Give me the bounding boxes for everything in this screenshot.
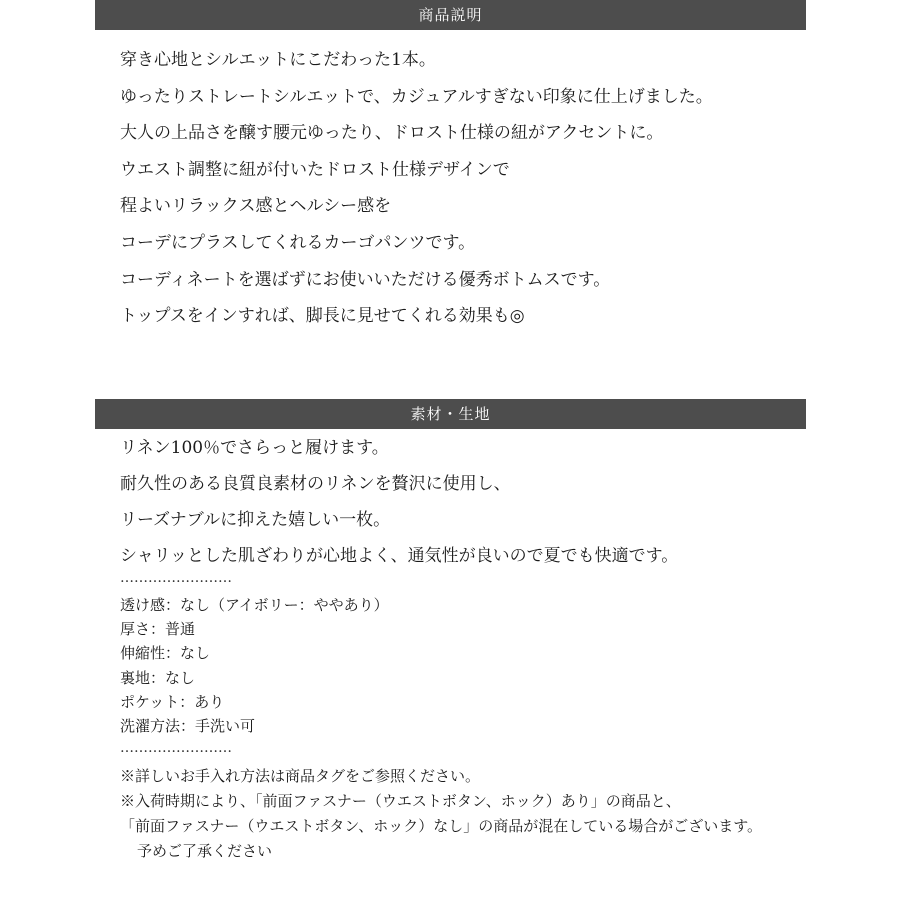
note-line: 「前面ファスナー（ウエストボタン、ホック）なし」の商品が混在している場合がございます。 (120, 817, 763, 835)
spec-pocket: ポケット：あり (120, 692, 225, 711)
material-section-header: 素材・生地 (95, 399, 806, 429)
material-line: リネン100％でさらっと履けます。 (120, 438, 389, 458)
dotted-separator: …………………… (120, 570, 232, 586)
notes-list (120, 764, 762, 864)
description-line: ゆったりストレートシルエットで、カジュアルすぎない印象に仕上げました。 (120, 86, 713, 107)
note-line: 予めご了承ください (137, 842, 273, 860)
note-line: ※詳しいお手入れ方法は商品タグをご参照ください。 (120, 767, 481, 785)
dotted-separator: …………………… (120, 740, 232, 756)
description-text (120, 42, 713, 335)
spec-stretch: 伸縮性：なし (120, 644, 211, 663)
material-line: 耐久性のある良質良素材のリネンを贅沢に使用し、 (120, 474, 511, 494)
spec-lining: 裏地：なし (120, 668, 196, 687)
description-line: 程よいリラックス感とヘルシー感を (120, 196, 392, 217)
material-line: リーズナブルに抑えた嬉しい一枚。 (120, 510, 391, 530)
note-line: ※入荷時期により、「前面ファスナー（ウエストボタン、ホック）あり」の商品と、 (120, 792, 681, 810)
material-text (120, 430, 678, 574)
description-line: トップスをインすれば、脚長に見せてくれる効果も◎ (120, 306, 525, 327)
spec-thickness: 厚さ：普通 (120, 620, 196, 639)
description-line: 穿き心地とシルエットにこだわった1本。 (120, 50, 436, 70)
spec-list (120, 593, 389, 738)
spec-transparency: 透け感：なし（アイボリー：ややあり） (120, 596, 389, 614)
description-line: 大人の上品さを醸す腰元ゆったり、ドロスト仕様の紐がアクセントに。 (120, 123, 664, 144)
description-line: コーデにプラスしてくれるカーゴパンツです。 (120, 232, 476, 253)
description-section-header: 商品説明 (95, 0, 806, 30)
description-line: ウエスト調整に紐が付いたドロスト仕様デザインで (120, 159, 510, 180)
description-line: コーディネートを選ばずにお使いいただける優秀ボトムスです。 (120, 269, 611, 290)
material-line: シャリッとした肌ざわりが心地よく、通気性が良いので夏でも快適です。 (120, 546, 679, 566)
spec-washing: 洗濯方法：手洗い可 (120, 716, 256, 735)
